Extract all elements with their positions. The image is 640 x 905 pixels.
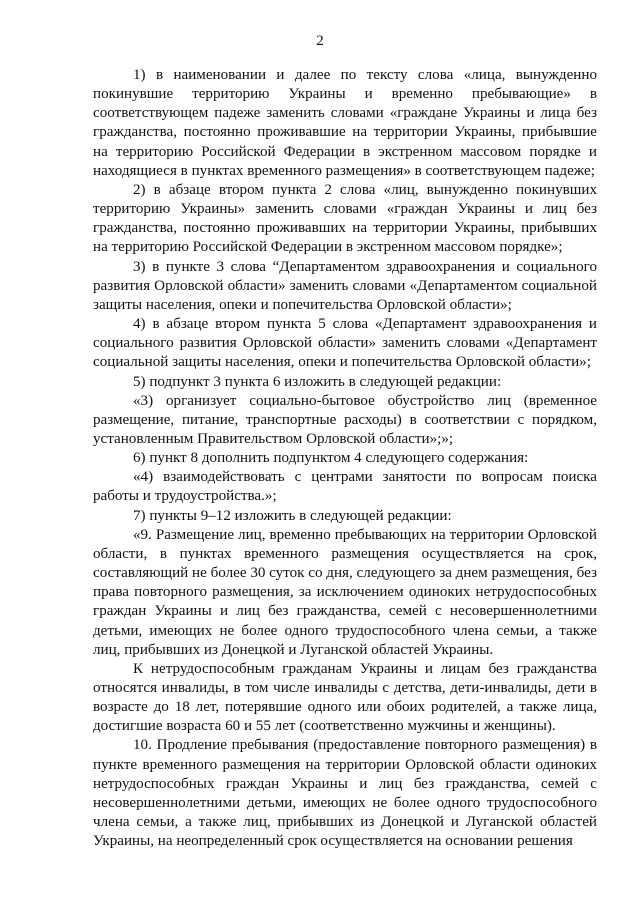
document-body xyxy=(93,66,597,851)
page-number: 2 xyxy=(316,33,324,49)
paragraph-item-3: 3) в пункте 3 слова “Департаментом здравоохранения и социального развития Орловской области» заменить словами «Департаментом социальной защиты населения, опеки и попечительства Орловской области»; xyxy=(93,258,597,313)
quoted-subitem-4: «4) взаимодействовать с центрами занятости по вопросам поиска работы и трудоустройства.»; xyxy=(93,469,597,505)
paragraph-item-4: 4) в абзаце втором пункта 5 слова «Департамент здравоохранения и социального развития Орловской области» заменить словами «Департамент социальной защиты населения, опеки и попечительства Орловской области»; xyxy=(93,316,597,371)
paragraph-item-7: 7) пункты 9–12 изложить в следующей редакции: xyxy=(133,507,452,524)
paragraph-item-2: 2) в абзаце втором пункта 2 слова «лиц, вынужденно покинувших территорию Украины» заменить словами «граждан Украины и лиц без гражданства, постоянно проживавших на территории Украины, прибывших на территорию Российской Федерации в экстренном массовом порядке»; xyxy=(93,181,597,256)
paragraph-item-5: 5) подпункт 3 пункта 6 изложить в следующей редакции: xyxy=(133,373,502,390)
quoted-subitem-3: «3) организует социально-бытовое обустройство лиц (временное размещение, питание, транспортные расходы) в соответствии с порядком, установленным Правительством Орловской области»;»; xyxy=(93,392,597,447)
paragraph-item-6: 6) пункт 8 дополнить подпунктом 4 следующего содержания: xyxy=(133,450,529,467)
quoted-clause-10: 10. Продление пребывания (предоставление повторного размещения) в пункте временного размещения на территории Орловской области одиноких нетрудоспособных граждан Украины и лиц без гражданства, семей с несовершеннолетними детьми, имеющих не более одного трудоспособного члена семьи, а также лиц, прибывших из Донецкой и Луганской областей Украины, на неопределенный срок осуществляется на основании решения xyxy=(93,737,597,850)
quoted-clause-9: «9. Размещение лиц, временно пребывающих на территории Орловской области, в пунктах временного размещения осуществляется на срок, составляющий не более 30 суток со дня, следующего за днем размещения, без права повторного размещения, за исключением одиноких нетрудоспособных граждан Украины и лиц без гражданства, семей с несовершеннолетними детьми, имеющих не более одного трудоспособного члена семьи, а также лиц, прибывших из Донецкой и Луганской областей Украины. xyxy=(93,526,597,658)
paragraph-item-1: 1) в наименовании и далее по тексту слова «лица, вынужденно покинувшие территорию Украины и временно пребывающие» в соответствующем падеже заменить словами «граждане Украины и лица без гражданства, постоянно проживавшие на территории Украины, прибывшие на территорию Российской Федерации в экстренном массовом порядке и находящиеся в пунктах временного размещения» в соответствующем падеже; xyxy=(93,67,597,179)
clause-9-definition: К нетрудоспособным гражданам Украины и лицам без гражданства относятся инвалиды, в том числе инвалиды с детства, дети-инвалиды, дети в возрасте до 18 лет, потерявшие одного или обоих родителей, а также лица, достигшие возраста 60 и 55 лет (соответственно мужчины и женщины). xyxy=(93,660,597,735)
